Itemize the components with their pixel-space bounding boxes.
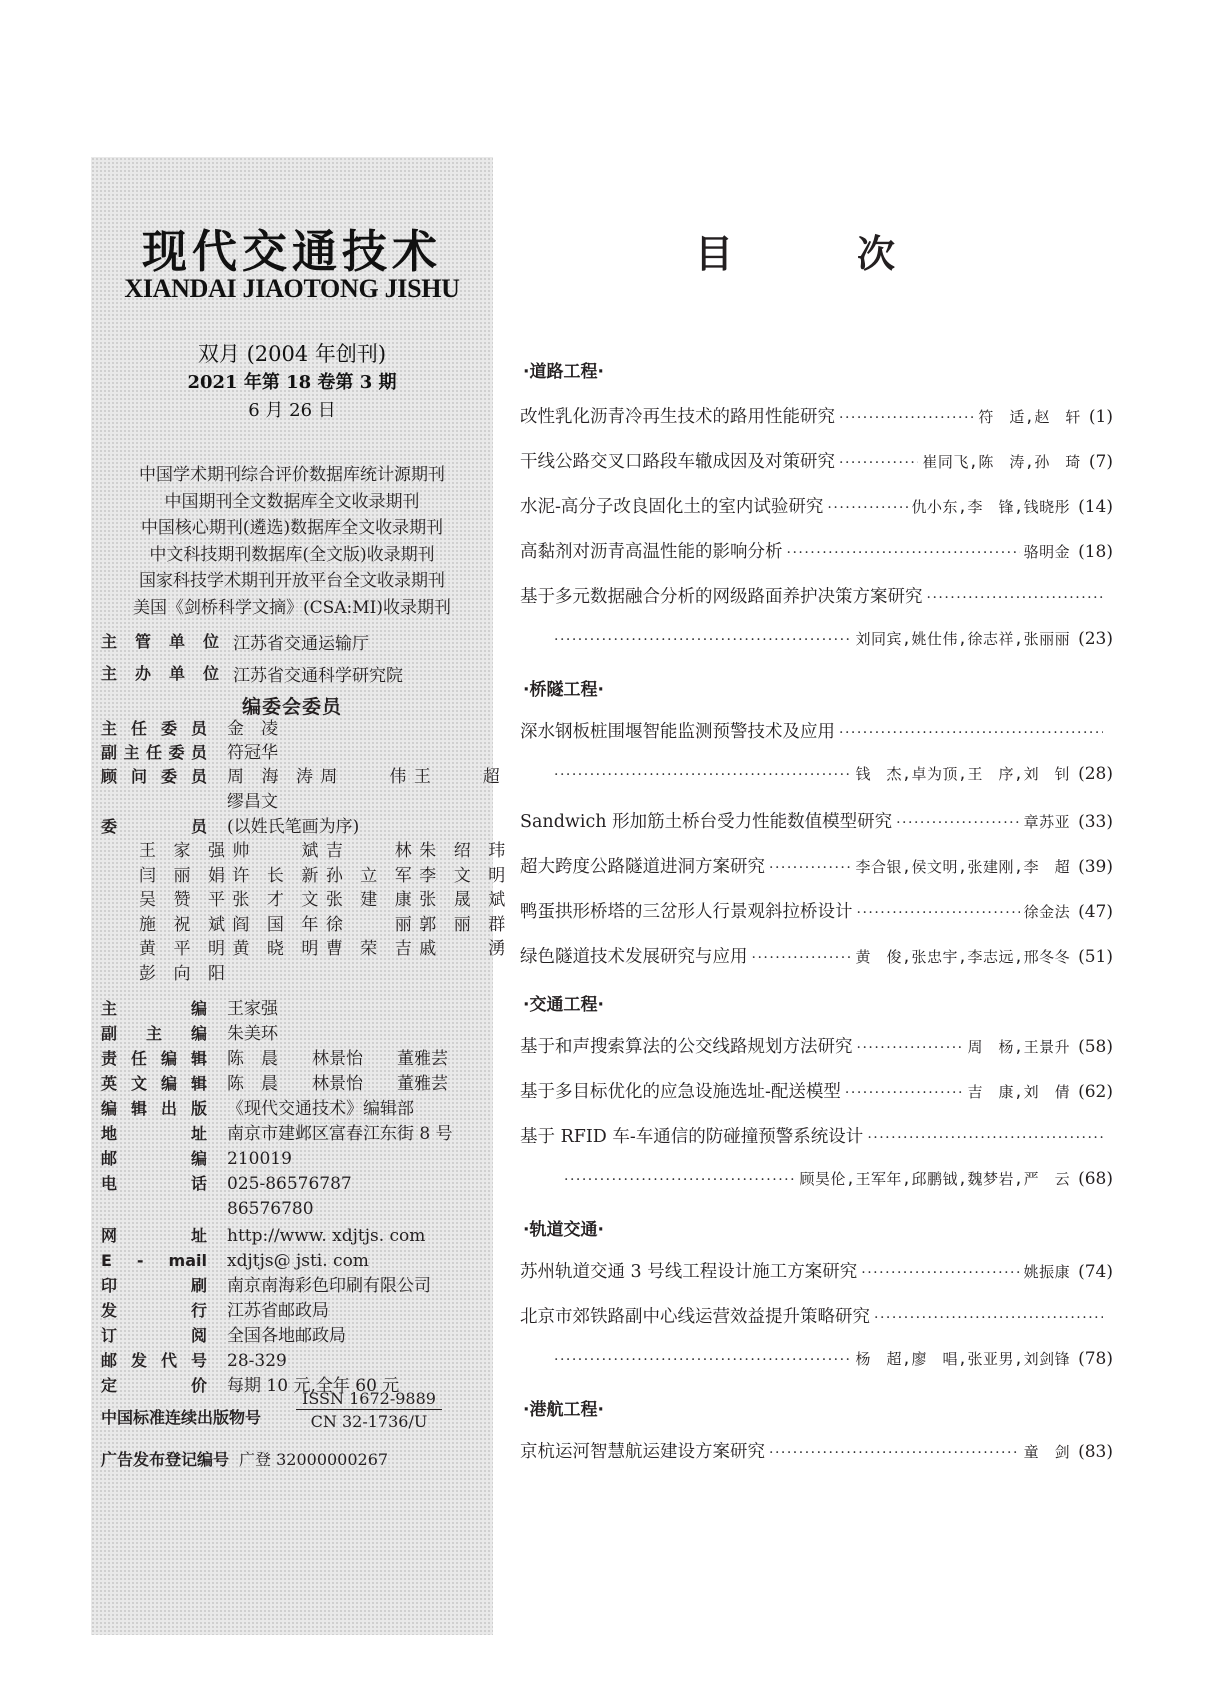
member-name: 吉林	[325, 841, 412, 861]
advisor-name: 周海涛	[227, 767, 313, 787]
members-label: 委员	[101, 817, 207, 836]
entry-authors: 章苏亚	[1023, 813, 1071, 831]
info-label: 定价	[101, 1376, 207, 1395]
entry-authors: 黄 俊,张忠宇,李志远,邢冬冬	[855, 948, 1071, 966]
toc-entry[interactable]	[520, 583, 1103, 611]
leader-dots	[554, 632, 852, 648]
indexing-item: 国家科技学术期刊开放平台全文收录期刊	[139, 571, 445, 592]
leader-dots	[927, 590, 1104, 606]
ad-registration-label: 广告发布登记编号	[101, 1450, 230, 1469]
director-label: 主任委员	[101, 719, 207, 738]
entry-page: (78)	[1078, 1349, 1113, 1369]
member-name: 闫丽娟	[139, 865, 225, 886]
info-value: 每期 10 元,全年 60 元	[227, 1376, 400, 1396]
ad-registration	[101, 1447, 388, 1470]
toc-entry[interactable]	[520, 898, 1113, 926]
leader-dots	[554, 1352, 852, 1368]
toc-entry-continued[interactable]	[550, 628, 1113, 656]
entry-authors: 周 杨,王景升	[967, 1038, 1071, 1056]
entry-authors: 刘同宾,姚仕伟,徐志祥,张丽丽	[855, 630, 1071, 648]
info-value: 江苏省邮政局	[227, 1301, 329, 1321]
info-value: 《现代交通技术》编辑部	[227, 1099, 414, 1119]
info-label: 邮发代号	[101, 1351, 207, 1370]
info-row	[101, 1122, 453, 1147]
indexing-item: 中国期刊全文数据库全文收录期刊	[164, 491, 420, 512]
director-row	[101, 717, 278, 742]
issn-number: ISSN 1672-9889	[296, 1389, 442, 1410]
members-row	[101, 815, 359, 840]
supervisor-row	[101, 629, 369, 654]
member-name: 李文明	[419, 865, 506, 886]
section-heading: ·桥隧工程·	[523, 680, 604, 700]
section-heading: ·轨道交通·	[523, 1220, 604, 1240]
leader-dots	[896, 815, 1019, 831]
member-name: 郭丽群	[419, 914, 506, 935]
vice-director-name: 符冠华	[227, 743, 278, 763]
indexing-item: 中文科技期刊数据库(全文版)收录期刊	[149, 544, 435, 565]
member-name: 朱绍玮	[419, 841, 506, 861]
member-name: 帅斌	[232, 841, 319, 861]
advisors-label: 顾问委员	[101, 767, 207, 786]
toc-entry[interactable]	[520, 1438, 1113, 1466]
info-row	[101, 1022, 278, 1047]
leader-dots	[874, 1310, 1103, 1326]
leader-dots	[839, 725, 1103, 741]
advisor-name: 王超	[413, 767, 500, 787]
info-row	[101, 997, 278, 1022]
member-name: 黄晓明	[232, 939, 319, 959]
leader-dots	[752, 950, 852, 966]
indexing-item: 中国核心期刊(遴选)数据库全文收录期刊	[140, 518, 444, 539]
indexing-item: 中国学术期刊综合评价数据库统计源期刊	[139, 465, 445, 485]
info-row	[101, 1047, 448, 1072]
leader-dots	[769, 1445, 1020, 1461]
toc-entry[interactable]	[520, 403, 1113, 431]
toc-entry-continued[interactable]	[550, 1348, 1113, 1376]
toc-heading-2: 次	[857, 232, 896, 276]
entry-page: (58)	[1078, 1037, 1113, 1057]
entry-authors: 童 剑	[1023, 1443, 1071, 1461]
entry-authors: 李合银,侯文明,张建刚,李 超	[855, 858, 1071, 876]
entry-title: 北京市郊铁路副中心线运营效益提升策略研究	[520, 1307, 870, 1327]
toc-entry[interactable]	[520, 943, 1113, 971]
member-name: 戚湧	[419, 939, 506, 959]
toc-heading-1: 目	[695, 232, 734, 276]
advisor-name: 周伟	[320, 767, 407, 787]
entry-page: (23)	[1078, 629, 1113, 649]
info-row	[101, 1172, 352, 1197]
entry-page: (18)	[1078, 542, 1113, 562]
info-label: 主编	[101, 999, 207, 1018]
info-label: 网址	[101, 1226, 207, 1245]
ad-registration-value: 广登 32000000267	[239, 1450, 389, 1469]
info-value: 朱美环	[227, 1024, 278, 1044]
entry-authors: 符 适,赵 轩	[978, 408, 1081, 426]
entry-title: 基于和声搜索算法的公交线路规划方法研究	[520, 1037, 853, 1057]
members-note: (以姓氏笔画为序)	[227, 817, 360, 837]
info-row	[101, 1072, 448, 1097]
toc-entry[interactable]	[520, 808, 1113, 836]
journal-title-en: XIANDAI JIAOTONG JISHU	[124, 274, 460, 303]
info-value: 王家强	[227, 999, 278, 1019]
entry-authors: 徐金法	[1023, 903, 1071, 921]
toc-entry[interactable]	[520, 448, 1113, 476]
member-name: 吴赞平	[139, 890, 225, 910]
info-label: 印刷	[101, 1276, 207, 1295]
entry-title: 苏州轨道交通 3 号线工程设计施工方案研究	[520, 1262, 858, 1282]
info-row	[101, 1224, 425, 1249]
info-value: 南京市建邺区富春江东街 8 号	[227, 1124, 453, 1144]
entry-page: (7)	[1088, 452, 1113, 472]
entry-authors: 钱 杰,卓为顶,王 序,刘 钊	[855, 765, 1071, 783]
info-row	[101, 1097, 414, 1122]
section-heading: ·港航工程·	[523, 1400, 604, 1420]
entry-page: (47)	[1078, 902, 1113, 922]
member-name: 张才文	[232, 890, 319, 910]
info-row	[101, 1249, 369, 1274]
entry-page: (68)	[1078, 1169, 1113, 1189]
member-name: 施祝斌	[139, 914, 225, 935]
entry-authors: 顾昊伦,王军年,邱鹏钺,魏梦岩,严 云	[799, 1170, 1071, 1188]
advisors-names	[227, 765, 502, 814]
entry-title: 改性乳化沥青冷再生技术的路用性能研究	[520, 407, 835, 427]
info-value: 86576780	[227, 1199, 314, 1219]
leader-dots	[564, 1172, 795, 1188]
entry-title: 基于 RFID 车-车通信的防碰撞预警系统设计	[520, 1127, 864, 1147]
entry-title: 超大跨度公路隧道进洞方案研究	[520, 857, 765, 877]
leader-dots	[867, 1130, 1103, 1146]
sponsor-label: 主办单位	[101, 664, 219, 683]
leader-dots	[845, 1085, 964, 1101]
leader-dots	[839, 455, 918, 471]
info-label: 责任编辑	[101, 1049, 207, 1068]
entry-page: (14)	[1078, 497, 1113, 517]
info-row	[101, 1299, 329, 1324]
toc-entry[interactable]	[520, 718, 1103, 746]
toc-entry[interactable]	[520, 1033, 1113, 1061]
leader-dots	[827, 500, 907, 516]
member-name: 孙立军	[325, 865, 412, 886]
leader-dots	[857, 905, 1020, 921]
toc-entry[interactable]	[520, 1078, 1113, 1106]
info-label: E - mail	[101, 1251, 207, 1270]
info-row	[227, 1197, 314, 1222]
entry-title: 绿色隧道技术发展研究与应用	[520, 947, 748, 967]
supervisor-label: 主管单位	[101, 632, 219, 651]
info-label: 编辑出版	[101, 1099, 207, 1118]
info-value: 210019	[227, 1149, 292, 1169]
cn-number: CN 32-1736/U	[310, 1412, 428, 1431]
entry-title: 水泥-高分子改良固化土的室内试验研究	[520, 497, 824, 517]
toc-entry-continued[interactable]	[550, 763, 1113, 791]
toc-entry[interactable]	[520, 853, 1113, 881]
entry-title: 基于多目标优化的应急设施选址-配送模型	[520, 1082, 841, 1102]
board-heading: 编委会委员	[241, 696, 342, 718]
leader-dots	[787, 545, 1020, 561]
entry-authors: 仇小东,李 锋,钱晓彤	[911, 498, 1071, 516]
entry-page: (51)	[1078, 947, 1113, 967]
info-value: 陈 晨 林景怡 董雅芸	[227, 1074, 448, 1094]
toc-entry[interactable]	[520, 1123, 1103, 1151]
serial-numbers	[296, 1389, 442, 1431]
info-label: 发行	[101, 1301, 207, 1320]
leader-dots	[769, 860, 852, 876]
member-name: 阎国年	[232, 914, 319, 935]
info-label: 邮编	[101, 1149, 207, 1168]
member-name: 张晟斌	[419, 890, 506, 910]
leader-dots	[857, 1040, 964, 1056]
entry-title: 京杭运河智慧航运建设方案研究	[520, 1442, 765, 1462]
entry-title: 干线公路交叉口路段车辙成因及对策研究	[520, 452, 835, 472]
toc-entry[interactable]	[520, 1258, 1113, 1286]
entry-authors: 吉 康,刘 倩	[967, 1083, 1071, 1101]
supervisor-value: 江苏省交通运输厅	[233, 634, 369, 654]
advisors-row	[101, 765, 227, 790]
serial-label: 中国标准连续出版物号	[101, 1408, 262, 1427]
leader-dots	[839, 410, 974, 426]
indexing-list	[91, 462, 493, 622]
entry-title: Sandwich 形加筋土桥台受力性能数值模型研究	[520, 812, 893, 832]
info-value: 28-329	[227, 1351, 287, 1371]
vice-director-row	[101, 741, 278, 766]
member-name: 许长新	[232, 865, 319, 886]
toc-entry[interactable]	[520, 1303, 1103, 1331]
info-label: 地址	[101, 1124, 207, 1143]
frequency: 双月 (2004 年创刊)	[197, 342, 387, 366]
sponsor-value: 江苏省交通科学研究院	[233, 666, 403, 686]
toc-entry[interactable]	[520, 538, 1113, 566]
info-label: 订阅	[101, 1326, 207, 1345]
section-heading: ·交通工程·	[523, 995, 604, 1015]
info-row	[101, 1324, 346, 1349]
info-value: xdjtjs@ jsti. com	[227, 1251, 369, 1271]
entry-title: 鸭蛋拱形桥塔的三岔形人行景观斜拉桥设计	[520, 902, 853, 922]
entry-page: (62)	[1078, 1082, 1113, 1102]
member-name: 彭向阳	[139, 963, 225, 984]
leader-dots	[861, 1265, 1019, 1281]
journal-title-cn: 现代交通技术	[141, 225, 442, 278]
entry-authors: 姚振康	[1023, 1263, 1071, 1281]
member-name: 徐丽	[325, 914, 412, 935]
entry-title: 深水钢板桩围堰智能监测预警技术及应用	[520, 722, 835, 742]
member-name: 王家强	[139, 841, 225, 861]
info-value: 全国各地邮政局	[227, 1326, 346, 1346]
entry-page: (33)	[1078, 812, 1113, 832]
sponsor-row	[101, 661, 403, 686]
entry-page: (74)	[1078, 1262, 1113, 1282]
entry-page: (83)	[1078, 1442, 1113, 1462]
entry-page: (39)	[1078, 857, 1113, 877]
entry-page: (1)	[1088, 407, 1113, 427]
info-row	[101, 1349, 287, 1374]
leader-dots	[554, 767, 852, 783]
volume-issue: 2021 年第 18 卷第 3 期	[187, 372, 397, 393]
info-value: 陈 晨 林景怡 董雅芸	[227, 1049, 448, 1069]
info-value: http://www. xdjtjs. com	[227, 1226, 426, 1246]
info-value: 025-86576787	[227, 1174, 352, 1194]
section-heading: ·道路工程·	[523, 362, 604, 382]
director-name: 金 凌	[227, 719, 278, 739]
entry-authors: 崔同飞,陈 涛,孙 琦	[922, 453, 1081, 471]
advisor-name: 缪昌文	[227, 791, 278, 812]
member-name: 张建康	[325, 890, 412, 910]
entry-authors: 骆明金	[1023, 543, 1071, 561]
vice-director-label: 副主任委员	[101, 743, 207, 762]
info-row	[101, 1147, 292, 1172]
member-name: 黄平明	[139, 939, 225, 959]
toc-entry[interactable]	[520, 493, 1113, 521]
member-name: 曹荣吉	[325, 939, 412, 959]
info-row	[101, 1274, 431, 1299]
info-label: 副主编	[101, 1024, 207, 1043]
info-label: 英文编辑	[101, 1074, 207, 1093]
info-label: 电话	[101, 1174, 207, 1193]
toc-entry-continued[interactable]	[560, 1168, 1113, 1196]
members-names	[139, 839, 507, 986]
entry-title: 基于多元数据融合分析的网级路面养护决策方案研究	[520, 587, 923, 607]
indexing-item: 美国《剑桥科学文摘》(CSA:MI)收录期刊	[132, 597, 452, 618]
entry-page: (28)	[1078, 764, 1113, 784]
entry-authors: 杨 超,廖 唱,张亚男,刘剑锋	[855, 1350, 1071, 1368]
publication-date: 6 月 26 日	[248, 400, 336, 421]
masthead-panel	[91, 157, 506, 1635]
entry-title: 高黏剂对沥青高温性能的影响分析	[520, 542, 783, 562]
info-value: 南京南海彩色印刷有限公司	[227, 1276, 431, 1296]
